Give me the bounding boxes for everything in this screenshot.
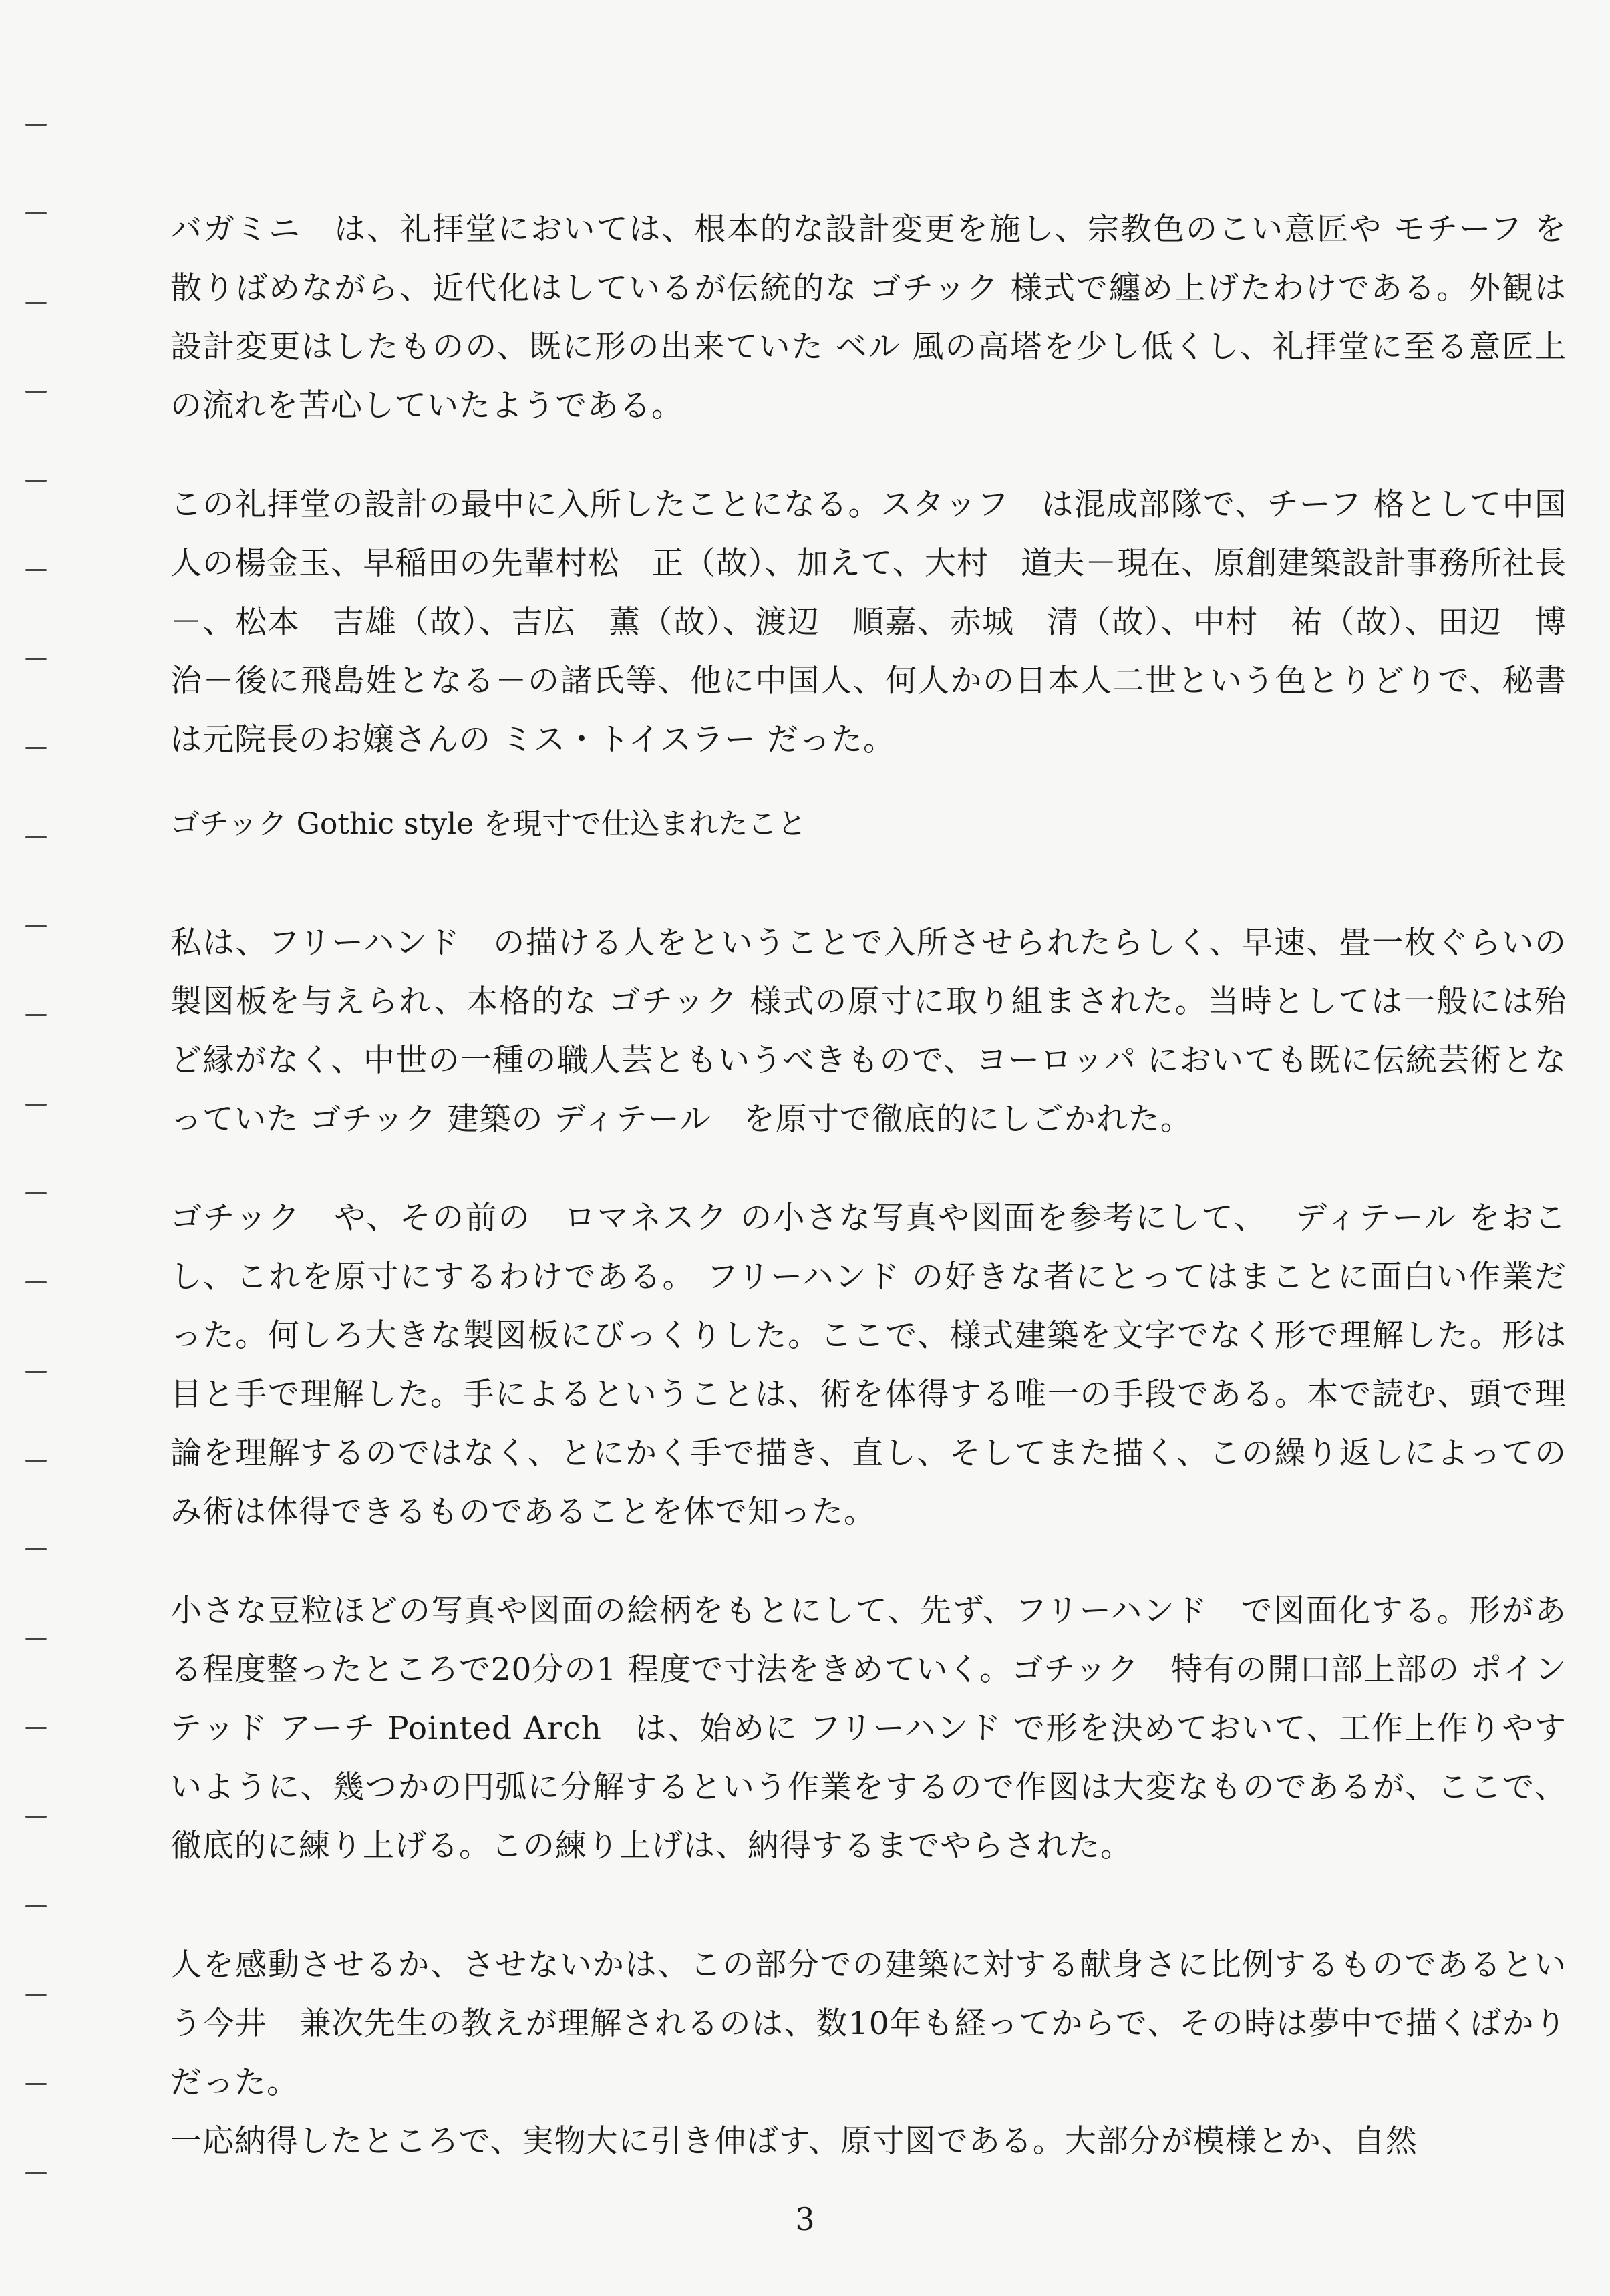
edge-mark [25,747,47,749]
paragraph-pointed-arch: 小さな豆粒ほどの写真や図面の絵柄をもとにして、先ず、フリーハンド で図面化する。形がある程度整ったところで20分の1 程度で寸法をきめていく。ゴチック 特有の開口部上部の ポインテッド アーチ Pointed Arch は、始めに フリーハンド で形を決めておいて、工作上作りやすいように、幾つかの円弧に分解するという作業をするので作図は大変なものであるが、ここで、徹底的に練り上げる。この練り上げは、納得するまでやらされた。 [170,1593,1567,1864]
edge-mark [25,1104,47,1106]
edge-mark [25,925,47,927]
edge-mark [25,1727,47,1729]
edge-mark [25,836,47,838]
edge-mark [25,1371,47,1373]
body-text [170,200,1567,2171]
paragraph-full-scale: 一応納得したところで、実物大に引き伸ばす、原寸図である。大部分が模様とか、自然 [170,2123,1418,2160]
paragraph-imai: 人を感動させるか、させないかは、この部分での建築に対する献身さに比例するものであるという今井 兼次先生の教えが理解されるのは、数10年も経ってからで、その時は夢中で描くばかりだった。 [170,1947,1567,2101]
edge-mark [25,212,47,214]
edge-mark [25,1994,47,1996]
edge-mark [25,1905,47,1907]
edge-mark [25,1014,47,1016]
page-number: 3 [795,2201,815,2237]
edge-mark [25,1460,47,1462]
paragraph-bagamini: バガミニ は、礼拝堂においては、根本的な設計変更を施し、宗教色のこい意匠や モチーフ を散りばめながら、近代化はしているが伝統的な ゴチック 様式で纏め上げたわけである。外観は設計変更はしたものの、既に形の出来ていた ベル 風の高塔を少し低くし、礼拝堂に至る意匠上の流れを苦心していたようである。 [170,211,1567,424]
section-heading: ゴチック Gothic style を現寸で仕込まれたこと [170,807,807,841]
edge-mark [25,391,47,393]
edge-mark [25,1548,47,1550]
edge-mark [25,480,47,482]
edge-mark [25,2083,47,2085]
edge-mark [25,124,47,126]
paragraph-freehand: 私は、フリーハンド の描ける人をということで入所させられたらしく、早速、畳一枚ぐらいの製図板を与えられ、本格的な ゴチック 様式の原寸に取り組まされた。当時としては一般には殆ど縁がなく、中世の一種の職人芸ともいうべきもので、ヨーロッパ においても既に伝統芸術となっていた ゴチック 建築の ディテール を原寸で徹底的にしごかれた。 [170,925,1567,1138]
edge-mark [25,302,47,304]
edge-mark [25,569,47,571]
paragraph-staff: この礼拝堂の設計の最中に入所したことになる。スタッフ は混成部隊で、チーフ 格として中国人の楊金玉、早稲田の先輩村松 正（故）、加えて、大村 道夫－現在、原創建築設計事務所社長－、松本 吉雄（故）、吉広 薫（故）、渡辺 順嘉、赤城 清（故）、中村 祐（故）、田辺 博治－後に飛島姓となる－の諸氏等、他に中国人、何人かの日本人二世という色とりどりで、秘書は元院長のお嬢さんの ミス・トイスラー だった。 [170,486,1567,758]
edge-mark [25,2172,47,2174]
binder-edge-marks [25,0,52,2296]
edge-mark [25,1192,47,1194]
edge-mark [25,1638,47,1640]
edge-mark [25,1816,47,1818]
edge-mark [25,1281,47,1283]
paragraph-gothic-detail: ゴチック や、その前の ロマネスク の小さな写真や図面を参考にして、 ディテール をおこし、これを原寸にするわけである。 フリーハンド の好きな者にとってはまことに面白い作業だった。何しろ大きな製図板にびっくりした。ここで、様式建築を文字でなく形で理解した。形は目と手で理解した。手によるということは、術を体得する唯一の手段である。本で読む、頭で理論を理解するのではなく、とにかく手で描き、直し、そしてまた描く、この繰り返しによってのみ術は体得できるものであることを体で知った。 [170,1200,1567,1530]
edge-mark [25,658,47,660]
